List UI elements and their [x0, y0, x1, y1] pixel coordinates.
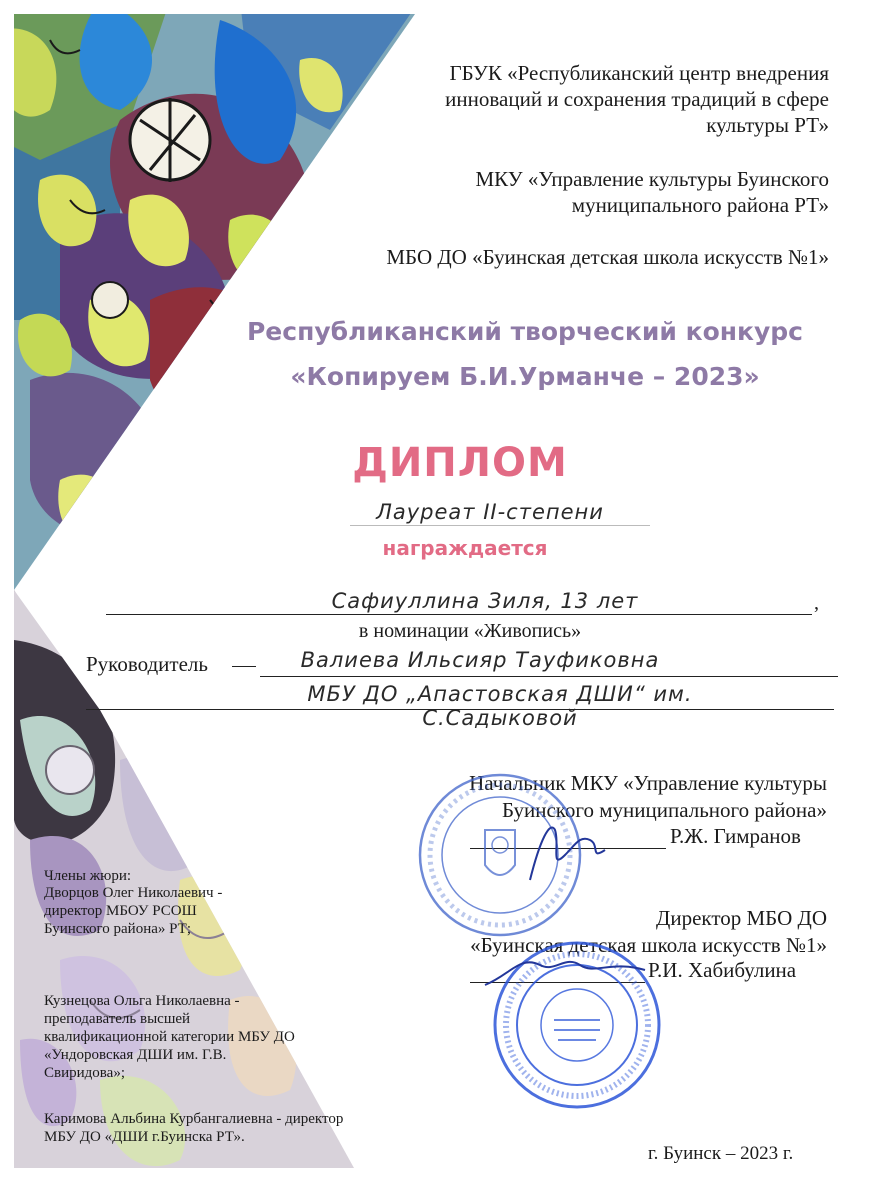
leader-name: Валиева Ильсияр Тауфиковна: [300, 648, 660, 672]
city-year: г. Буинск – 2023 г.: [648, 1143, 794, 1164]
organizer-culture-department: МКУ «Управление культуры Буинского муниципального района РТ»: [475, 167, 829, 217]
diploma-title: ДИПЛОМ: [352, 440, 568, 486]
awarded-label: награждается: [382, 536, 548, 560]
jury-title: Члены жюри:: [44, 868, 132, 884]
signatory-1-title-line2: Буинского муниципального района»: [501, 798, 827, 822]
signature-2-icon: [480, 945, 650, 995]
nomination-text: в номинации «Живопись»: [358, 620, 582, 642]
jury-member-3: Каримова Альбина Курбангалиевна - директор МБУ ДО «ДШИ г.Буинска РТ».: [44, 1111, 344, 1145]
jury-member-1: Дворцов Олег Николаевич - директор МБОУ РСОШ Буинского района» РТ;: [44, 885, 223, 937]
recipient-underline: [106, 614, 812, 615]
signature-1-icon: [520, 800, 610, 890]
recipient-name: Сафиуллина Зиля, 13 лет: [331, 589, 639, 613]
contest-title-line1: Республиканский творческий конкурс: [246, 317, 803, 346]
laureate-underline: [350, 525, 650, 526]
organizer-art-school: МБО ДО «Буинская детская школа искусств №1»: [386, 245, 829, 269]
leader-underline: [260, 676, 838, 677]
jury-member-2: Кузнецова Ольга Николаевна - преподаватель высшей квалификационной категории МБУ ДО «Ундоровская ДШИ им. Г.В. Свиридова»;: [44, 993, 295, 1081]
signatory-1-name: Р.Ж. Гимранов: [670, 824, 801, 848]
laureate-degree: Лауреат II-степени: [376, 500, 604, 524]
signatory-2-title-line1: Директор МБО ДО: [656, 906, 827, 930]
leader-label: Руководитель: [86, 652, 208, 676]
organizer-republican-center: ГБУК «Республиканский центр внедрения инноваций и сохранения традиций в сфере культуры РТ»: [445, 61, 829, 137]
signatory-1-title-line1: Начальник МКУ «Управление культуры: [469, 771, 827, 795]
leader-dash: [232, 666, 256, 667]
signatory-2-title-line2: «Буинская детская школа искусств №1»: [470, 933, 827, 957]
signatory-2-name: Р.И. Хабибулина: [648, 958, 797, 982]
leader-organization: МБУ ДО „Апастовская ДШИ“ им. С.Садыковой: [307, 682, 693, 730]
contest-title-line2: «Копируем Б.И.Урманче – 2023»: [290, 362, 760, 391]
leader-org-underline: [86, 709, 834, 710]
recipient-comma: ,: [814, 592, 819, 614]
